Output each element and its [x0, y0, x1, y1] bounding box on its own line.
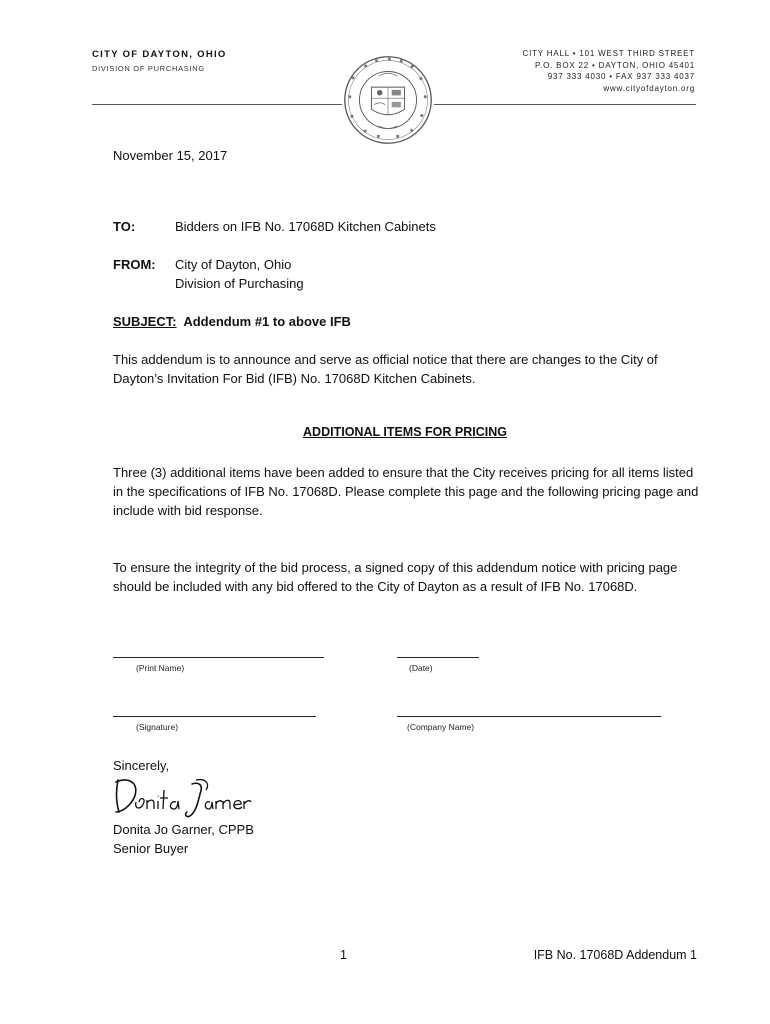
- print-name-line[interactable]: [113, 657, 324, 658]
- letterhead-rule-left: [92, 104, 342, 105]
- date-line[interactable]: [397, 657, 479, 658]
- closing-salutation: Sincerely,: [113, 758, 170, 773]
- from-line: City of Dayton, Ohio: [175, 257, 292, 272]
- to-value: Bidders on IFB No. 17068D Kitchen Cabinets: [175, 219, 436, 234]
- date-caption: (Date): [409, 663, 433, 673]
- letterhead-rule-right: [434, 104, 696, 105]
- subject-line: [113, 312, 351, 331]
- letterhead-address: [455, 48, 695, 94]
- company-name-caption: (Company Name): [407, 722, 475, 732]
- page-number: 1: [340, 948, 347, 962]
- signer-title: Senior Buyer: [113, 841, 189, 856]
- company-name-line[interactable]: [397, 716, 661, 717]
- address-line: P.O. BOX 22 • DAYTON, OHIO 45401: [534, 60, 695, 70]
- footer-reference: IFB No. 17068D Addendum 1: [533, 948, 697, 962]
- additional-items-paragraph: Three (3) additional items have been added to ensure that the City receives pricing for all items listed in the specifications of IFB No. 17068D. Please complete this page and the following pricing page and include with bid response.: [113, 465, 699, 518]
- website-line: www.cityofdayton.org: [603, 83, 695, 93]
- letter-date: November 15, 2017: [113, 148, 228, 163]
- integrity-paragraph: To ensure the integrity of the bid process, a signed copy of this addendum notice with pricing page should be included with any bid offered to the City of Dayton as a result of IFB No. 17068D.: [113, 560, 678, 594]
- subject-value: Addendum #1 to above IFB: [183, 314, 351, 329]
- print-name-caption: (Print Name): [136, 663, 185, 673]
- city-seal-icon: [342, 54, 434, 146]
- section-heading: ADDITIONAL ITEMS FOR PRICING: [303, 425, 507, 439]
- signer-name: Donita Jo Garner, CPPB: [113, 822, 254, 837]
- signer-block: [113, 820, 254, 858]
- from-label: FROM:: [113, 257, 156, 272]
- letterhead-division: DIVISION OF PURCHASING: [92, 64, 205, 73]
- notice-paragraph: This addendum is to announce and serve as official notice that there are changes to the City of Dayton’s Invitation For Bid (IFB) No. 17068D Kitchen Cabinets.: [113, 352, 658, 386]
- org-name: DAYTON: [142, 49, 190, 60]
- org-city: CITY OF: [92, 49, 139, 60]
- to-label: TO:: [113, 219, 136, 234]
- handwritten-signature-icon: [110, 772, 255, 822]
- signature-line[interactable]: [113, 716, 316, 717]
- signature-caption: (Signature): [136, 722, 179, 732]
- address-line: CITY HALL • 101 WEST THIRD STREET: [522, 49, 695, 58]
- org-state: OHIO: [197, 49, 227, 60]
- from-line: Division of Purchasing: [175, 276, 304, 291]
- from-value: [175, 255, 304, 293]
- subject-label: SUBJECT:: [113, 314, 177, 329]
- address-line: 937 333 4030 • FAX 937 333 4037: [547, 72, 695, 81]
- letterhead-org: CITY OF DAYTON, OHIO: [92, 49, 227, 60]
